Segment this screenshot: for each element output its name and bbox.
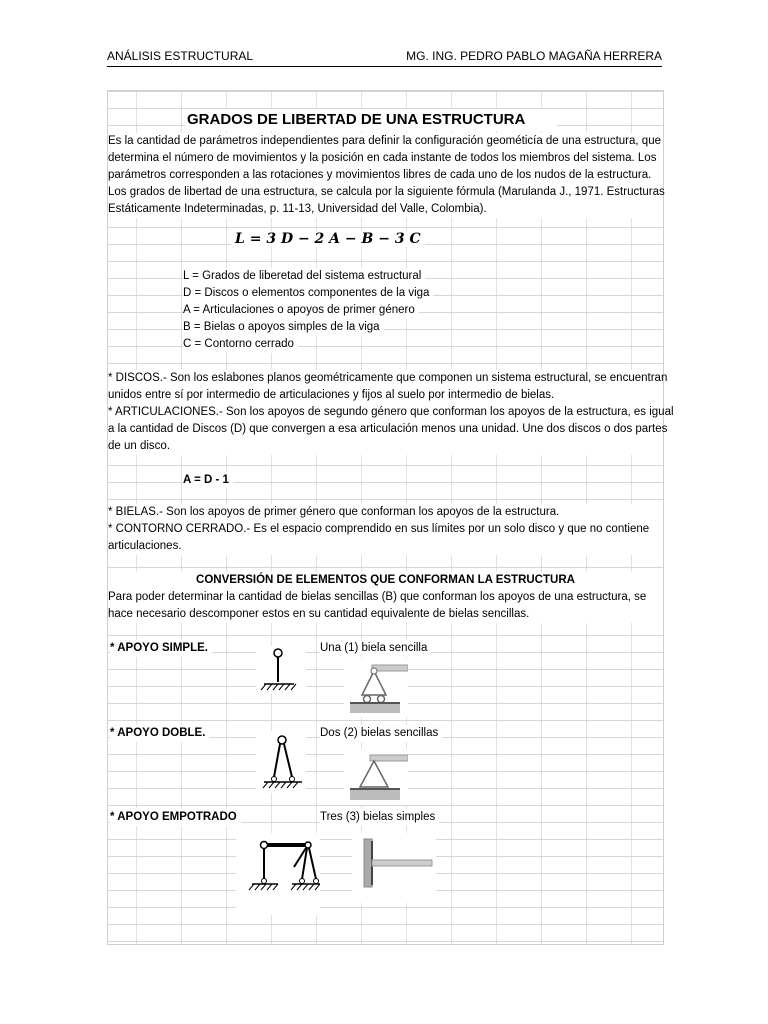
discos-line-2: unidos entre sí por intermedio de articulaciones y fijos al suelo por intermedio de bielas.	[108, 387, 663, 404]
definition-a: A = Articulaciones o apoyos de primer género	[183, 302, 419, 319]
spreadsheet-sheet	[107, 90, 674, 945]
definition-l: L = Grados de liberetad del sistema estructural	[183, 268, 425, 285]
articulation-formula: A = D - 1	[183, 472, 233, 489]
articulaciones-line-1: * ARTICULACIONES.- Son los apoyos de segundo género que conforman los apoyos de la estructura, es igual	[108, 404, 663, 421]
contorno-line-1: * CONTORNO CERRADO.- Es el espacio comprendido en sus límites por un solo disco y que no contiene	[108, 521, 663, 538]
intro-line-2: determina el número de movimientos y la posición en cada instante de todos los miembros del sistema. Los	[108, 150, 663, 167]
definition-d: D = Discos o elementos componentes de la viga	[183, 285, 433, 302]
conversion-text-2: hace necesario descomponer estos en su cantidad equivalente de bielas sencillas.	[108, 606, 663, 623]
support-fixed-label: * APOYO EMPOTRADO	[110, 809, 241, 826]
double-support-bielas-icon	[256, 731, 306, 793]
support-fixed-desc: Tres (3) bielas simples	[320, 809, 439, 826]
articulaciones-line-2: a la cantidad de Discos (D) que convergen a esa articulación menos una unidad. Une dos discos o dos partes	[108, 421, 663, 438]
double-support-pin-icon	[344, 749, 408, 805]
document-title: GRADOS DE LIBERTAD DE UNA ESTRUCTURA	[185, 109, 557, 131]
conversion-text-1: Para poder determinar la cantidad de bielas sencillas (B) que conforman los apoyos de una estructura, se	[108, 589, 663, 606]
support-simple-desc: Una (1) biela sencilla	[320, 640, 431, 657]
simple-support-roller-icon	[344, 659, 408, 717]
definition-b: B = Bielas o apoyos simples de la viga	[183, 319, 384, 336]
intro-line-3: parámetros corresponden a las rotaciones y movimientos libres de cada uno de los nudos de la estructura.	[108, 167, 663, 184]
support-double-label: * APOYO DOBLE.	[110, 725, 209, 742]
intro-line-1: Es la cantidad de parámetros independientes para definir la configuración geométicía de una estructura, que	[108, 133, 663, 150]
contorno-line-2: articulaciones.	[108, 538, 663, 555]
conversion-title: CONVERSIÓN DE ELEMENTOS QUE CONFORMAN LA ESTRUCTURA	[108, 572, 663, 589]
definition-c: C = Contorno cerrado	[183, 336, 298, 353]
dof-formula: L = 3 D − 2 A − B − 3 C	[231, 231, 425, 247]
intro-line-5: Estáticamente Indeterminadas, p. 11-13, Universidad del Valle, Colombia).	[108, 201, 663, 218]
bielas-line: * BIELAS.- Son los apoyos de primer género que conforman los apoyos de la estructura.	[108, 504, 663, 521]
header-course: ANÁLISIS ESTRUCTURAL	[107, 49, 254, 63]
support-double-desc: Dos (2) bielas sencillas	[320, 725, 442, 742]
simple-support-biela-icon	[256, 646, 306, 694]
fixed-support-wall-icon	[352, 833, 436, 903]
header-author: MG. ING. PEDRO PABLO MAGAÑA HERRERA	[406, 49, 662, 63]
intro-line-4: Los grados de libertad de una estructura, se calcula por la siguiente fórmula (Marulanda J., 1971. Estructuras	[108, 184, 663, 201]
fixed-support-bielas-icon	[236, 833, 320, 915]
support-simple-label: * APOYO SIMPLE.	[110, 640, 212, 657]
page-header	[107, 46, 662, 67]
discos-line-1: * DISCOS.- Son los eslabones planos geométricamente que componen un sistema estructural, se encuentran	[108, 370, 663, 387]
articulaciones-line-3: de un disco.	[108, 438, 663, 455]
